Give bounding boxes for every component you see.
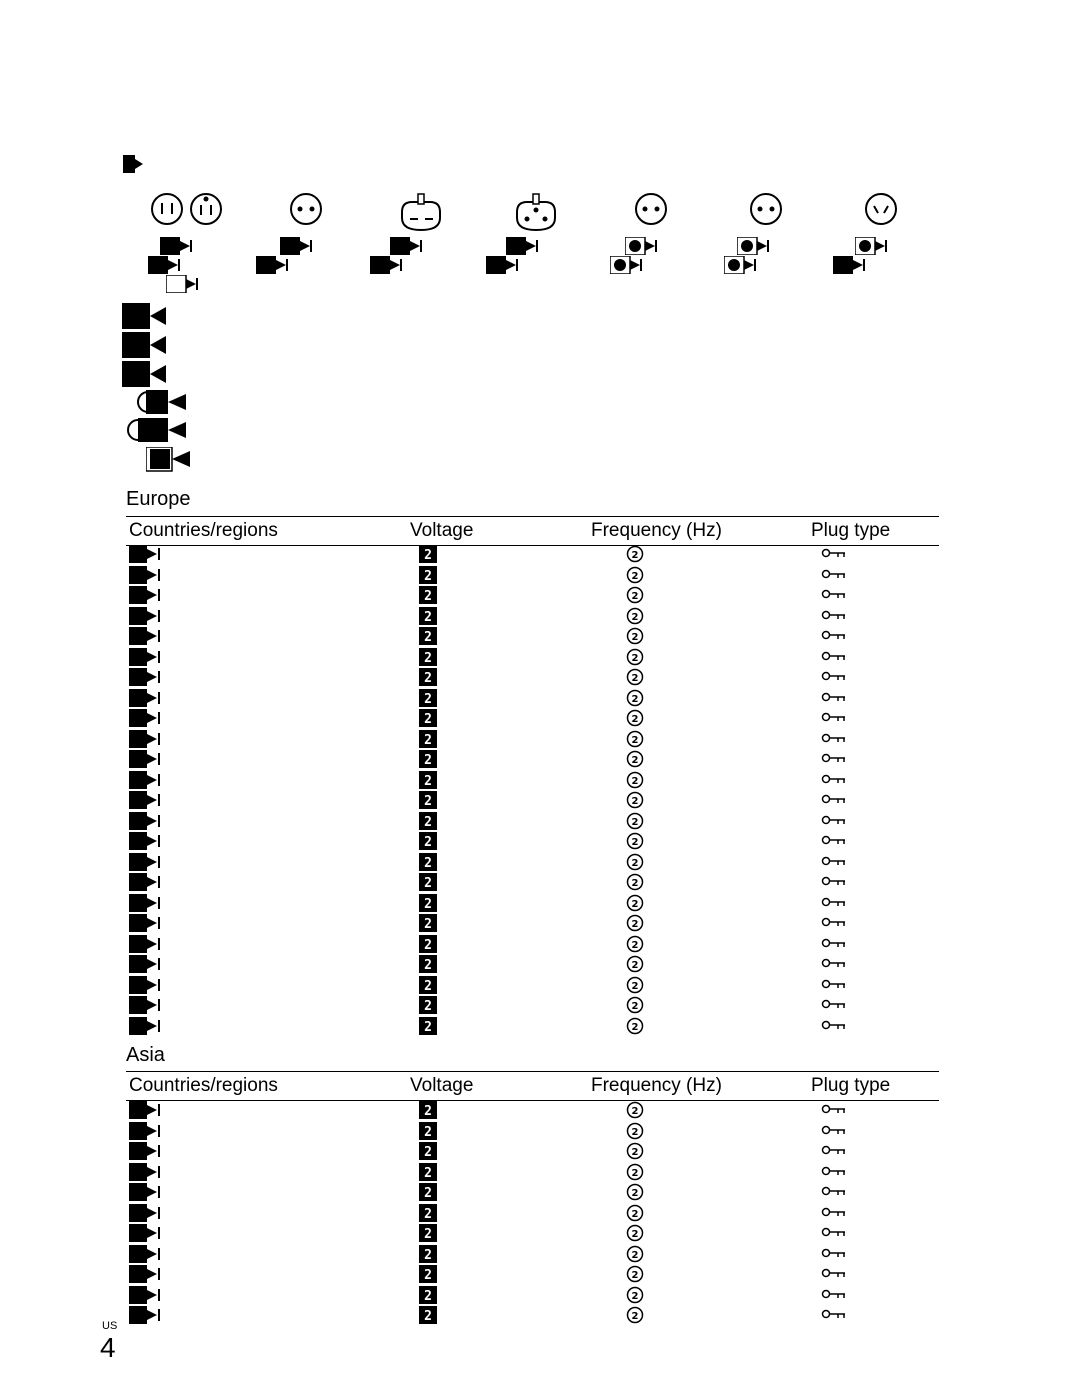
country-glyph xyxy=(129,791,169,811)
voltage-glyph xyxy=(418,1017,440,1037)
frequency-glyph xyxy=(626,627,646,647)
country-glyph xyxy=(129,914,169,934)
voltage-glyph xyxy=(418,976,440,996)
plug-code-glyph xyxy=(280,237,314,255)
plug-o-icon xyxy=(864,192,898,226)
legend-glyph xyxy=(136,390,188,414)
svg-text:2: 2 xyxy=(631,1106,639,1117)
col-frequency: Frequency (Hz) xyxy=(591,1075,722,1096)
table-row xyxy=(126,689,939,709)
plug-se-icon xyxy=(634,192,668,226)
country-glyph xyxy=(129,771,169,791)
country-glyph xyxy=(129,996,169,1016)
plug-a-b-icon xyxy=(150,192,225,226)
plug-code-glyph xyxy=(833,256,867,274)
header-glyph xyxy=(123,153,143,175)
col-plug-type: Plug type xyxy=(811,520,891,541)
svg-text:2: 2 xyxy=(631,1147,639,1158)
plug-code-glyph xyxy=(724,256,758,274)
plug-type-glyph xyxy=(821,1265,861,1285)
frequency-glyph xyxy=(626,545,646,565)
plug-type-glyph xyxy=(821,566,861,586)
frequency-glyph xyxy=(626,791,646,811)
svg-text:2: 2 xyxy=(631,734,639,746)
table-row xyxy=(126,955,939,975)
svg-text:2: 2 xyxy=(424,548,432,563)
frequency-glyph xyxy=(626,894,646,914)
country-glyph xyxy=(129,627,169,647)
voltage-glyph xyxy=(418,709,440,729)
legend-glyph xyxy=(122,332,168,356)
voltage-glyph xyxy=(418,914,440,934)
plug-type-glyph xyxy=(821,812,861,832)
plug-bf-3pin-icon xyxy=(513,192,559,234)
plug-type-glyph xyxy=(821,648,861,668)
country-glyph xyxy=(129,566,169,586)
plug-code-glyph xyxy=(256,256,290,274)
svg-text:2: 2 xyxy=(424,732,432,748)
voltage-glyph xyxy=(418,648,440,668)
plug-type-glyph xyxy=(821,1306,861,1326)
plug-type-glyph xyxy=(821,586,861,606)
voltage-glyph xyxy=(418,1306,440,1326)
plug-type-glyph xyxy=(821,935,861,955)
col-countries: Countries/regions xyxy=(129,520,278,541)
voltage-glyph xyxy=(418,1286,440,1306)
frequency-glyph xyxy=(626,750,646,770)
svg-text:2: 2 xyxy=(424,1165,432,1181)
svg-text:2: 2 xyxy=(631,591,639,602)
plug-bf-icon xyxy=(398,192,444,234)
frequency-glyph xyxy=(626,1142,646,1162)
svg-text:2: 2 xyxy=(631,673,639,684)
frequency-glyph xyxy=(626,976,646,996)
table-row xyxy=(126,1142,939,1162)
table-row xyxy=(126,668,939,688)
svg-text:2: 2 xyxy=(424,917,432,932)
svg-text:2: 2 xyxy=(424,1104,432,1119)
svg-text:2: 2 xyxy=(424,937,432,953)
frequency-glyph xyxy=(626,1163,646,1183)
svg-text:2: 2 xyxy=(424,999,432,1014)
table-row xyxy=(126,976,939,996)
svg-text:2: 2 xyxy=(424,794,432,809)
country-glyph xyxy=(129,1163,169,1183)
frequency-glyph xyxy=(626,648,646,668)
svg-text:2: 2 xyxy=(631,1290,639,1302)
svg-text:2: 2 xyxy=(631,693,639,705)
plug-type-glyph xyxy=(821,873,861,893)
svg-text:2: 2 xyxy=(631,1249,639,1261)
svg-text:2: 2 xyxy=(631,796,639,807)
svg-text:2: 2 xyxy=(424,773,432,789)
table-row xyxy=(126,791,939,811)
frequency-glyph xyxy=(626,812,646,832)
table-row xyxy=(126,1265,939,1285)
svg-text:2: 2 xyxy=(424,1124,432,1140)
svg-text:2: 2 xyxy=(631,878,639,889)
plug-type-glyph xyxy=(821,709,861,729)
svg-text:2: 2 xyxy=(631,1167,639,1179)
svg-text:2: 2 xyxy=(424,896,432,912)
svg-text:2: 2 xyxy=(424,835,432,850)
table-row xyxy=(126,627,939,647)
country-glyph xyxy=(129,1122,169,1142)
table-row xyxy=(126,935,939,955)
plug-type-glyph xyxy=(821,1286,861,1306)
voltage-glyph xyxy=(418,668,440,688)
svg-text:2: 2 xyxy=(424,753,432,768)
voltage-glyph xyxy=(418,996,440,1016)
table-row xyxy=(126,1306,939,1326)
svg-text:2: 2 xyxy=(424,691,432,707)
page-number: 4 xyxy=(100,1332,116,1363)
plug-type-glyph xyxy=(821,791,861,811)
svg-text:2: 2 xyxy=(424,1268,432,1283)
voltage-glyph xyxy=(418,586,440,606)
table-row xyxy=(126,1204,939,1224)
plug-code-glyph xyxy=(486,256,520,274)
table-row xyxy=(126,648,939,668)
frequency-glyph xyxy=(626,771,646,791)
country-glyph xyxy=(129,668,169,688)
svg-text:2: 2 xyxy=(631,611,639,623)
plug-type-glyph xyxy=(821,771,861,791)
plug-type-glyph xyxy=(821,730,861,750)
plug-code-glyph xyxy=(737,237,771,255)
plug-type-glyph xyxy=(821,914,861,934)
voltage-glyph xyxy=(418,894,440,914)
svg-text:2: 2 xyxy=(631,857,639,869)
plug-type-glyph xyxy=(821,1224,861,1244)
voltage-glyph xyxy=(418,1224,440,1244)
table-row xyxy=(126,750,939,770)
svg-text:2: 2 xyxy=(631,1208,639,1220)
svg-text:2: 2 xyxy=(631,1126,639,1138)
europe-title: Europe xyxy=(126,488,191,510)
country-glyph xyxy=(129,935,169,955)
plug-code-glyph xyxy=(625,237,659,255)
table-row xyxy=(126,566,939,586)
plug-type-glyph xyxy=(821,1163,861,1183)
svg-text:2: 2 xyxy=(631,939,639,951)
country-glyph xyxy=(129,853,169,873)
plug-type-glyph xyxy=(821,545,861,565)
asia-table-header xyxy=(126,1071,939,1101)
frequency-glyph xyxy=(626,709,646,729)
country-glyph xyxy=(129,955,169,975)
legend-glyph xyxy=(122,303,168,327)
table-row xyxy=(126,1163,939,1183)
svg-text:2: 2 xyxy=(631,1021,639,1033)
page-region-marker: US xyxy=(102,1320,118,1332)
svg-text:2: 2 xyxy=(424,1019,432,1035)
svg-text:2: 2 xyxy=(424,589,432,604)
svg-text:2: 2 xyxy=(424,1206,432,1222)
plug-type-glyph xyxy=(821,894,861,914)
plug-type-glyph xyxy=(821,955,861,975)
svg-text:2: 2 xyxy=(631,1001,639,1012)
voltage-glyph xyxy=(418,750,440,770)
country-glyph xyxy=(129,832,169,852)
frequency-glyph xyxy=(626,1204,646,1224)
table-row xyxy=(126,812,939,832)
plug-type-glyph xyxy=(821,607,861,627)
table-row xyxy=(126,1245,939,1265)
table-row xyxy=(126,914,939,934)
voltage-glyph xyxy=(418,1163,440,1183)
plug-code-glyph xyxy=(506,237,540,255)
voltage-glyph xyxy=(418,812,440,832)
country-glyph xyxy=(129,1183,169,1203)
svg-text:2: 2 xyxy=(424,712,432,727)
country-glyph xyxy=(129,1265,169,1285)
country-glyph xyxy=(129,607,169,627)
svg-text:2: 2 xyxy=(631,960,639,971)
country-glyph xyxy=(129,648,169,668)
svg-text:2: 2 xyxy=(424,1186,432,1201)
country-glyph xyxy=(129,1204,169,1224)
frequency-glyph xyxy=(626,1306,646,1326)
country-glyph xyxy=(129,689,169,709)
country-glyph xyxy=(129,586,169,606)
voltage-glyph xyxy=(418,873,440,893)
plug-type-glyph xyxy=(821,853,861,873)
legend-glyph xyxy=(126,418,188,442)
svg-text:2: 2 xyxy=(631,919,639,930)
table-row xyxy=(126,853,939,873)
table-row xyxy=(126,730,939,750)
svg-text:2: 2 xyxy=(631,632,639,643)
svg-text:2: 2 xyxy=(631,652,639,664)
frequency-glyph xyxy=(626,1122,646,1142)
col-voltage: Voltage xyxy=(410,520,474,541)
svg-text:2: 2 xyxy=(424,855,432,871)
voltage-glyph xyxy=(418,832,440,852)
voltage-glyph xyxy=(418,853,440,873)
frequency-glyph xyxy=(626,1183,646,1203)
frequency-glyph xyxy=(626,935,646,955)
table-row xyxy=(126,873,939,893)
table-row xyxy=(126,607,939,627)
svg-text:2: 2 xyxy=(631,550,639,561)
frequency-glyph xyxy=(626,668,646,688)
table-row xyxy=(126,996,939,1016)
plug-code-glyph xyxy=(610,256,644,274)
table-row xyxy=(126,1122,939,1142)
country-glyph xyxy=(129,730,169,750)
table-row xyxy=(126,771,939,791)
svg-text:2: 2 xyxy=(631,1229,639,1240)
table-row xyxy=(126,832,939,852)
plug-type-glyph xyxy=(821,627,861,647)
table-row xyxy=(126,1224,939,1244)
voltage-glyph xyxy=(418,1101,440,1121)
plug-type-glyph xyxy=(821,668,861,688)
svg-text:2: 2 xyxy=(631,898,639,910)
svg-text:2: 2 xyxy=(631,1270,639,1281)
country-glyph xyxy=(129,545,169,565)
svg-text:2: 2 xyxy=(631,1311,639,1322)
svg-text:2: 2 xyxy=(631,816,639,828)
voltage-glyph xyxy=(418,1245,440,1265)
voltage-glyph xyxy=(418,935,440,955)
country-glyph xyxy=(129,873,169,893)
country-glyph xyxy=(129,1245,169,1265)
country-glyph xyxy=(129,1142,169,1162)
table-row xyxy=(126,894,939,914)
svg-text:2: 2 xyxy=(631,1188,639,1199)
col-voltage: Voltage xyxy=(410,1075,474,1096)
col-plug-type: Plug type xyxy=(811,1075,891,1096)
plug-code-glyph xyxy=(370,256,404,274)
plug-type-glyph xyxy=(821,1122,861,1142)
svg-text:2: 2 xyxy=(424,1145,432,1160)
col-countries: Countries/regions xyxy=(129,1075,278,1096)
plug-type-glyph xyxy=(821,1142,861,1162)
svg-text:2: 2 xyxy=(424,568,432,584)
voltage-glyph xyxy=(418,1142,440,1162)
svg-text:2: 2 xyxy=(424,814,432,830)
frequency-glyph xyxy=(626,955,646,975)
country-glyph xyxy=(129,709,169,729)
frequency-glyph xyxy=(626,996,646,1016)
voltage-glyph xyxy=(418,791,440,811)
plug-type-glyph xyxy=(821,832,861,852)
plug-type-glyph xyxy=(821,1245,861,1265)
svg-text:2: 2 xyxy=(424,1288,432,1304)
table-row xyxy=(126,1183,939,1203)
frequency-glyph xyxy=(626,586,646,606)
svg-text:2: 2 xyxy=(424,876,432,891)
svg-text:2: 2 xyxy=(631,980,639,992)
frequency-glyph xyxy=(626,914,646,934)
country-glyph xyxy=(129,1017,169,1037)
svg-text:2: 2 xyxy=(424,958,432,973)
frequency-glyph xyxy=(626,607,646,627)
voltage-glyph xyxy=(418,730,440,750)
frequency-glyph xyxy=(626,1224,646,1244)
legend-glyph xyxy=(146,447,192,471)
svg-text:2: 2 xyxy=(424,671,432,686)
svg-text:2: 2 xyxy=(424,1227,432,1242)
frequency-glyph xyxy=(626,689,646,709)
country-glyph xyxy=(129,1101,169,1121)
frequency-glyph xyxy=(626,1286,646,1306)
frequency-glyph xyxy=(626,1265,646,1285)
svg-text:2: 2 xyxy=(631,755,639,766)
country-glyph xyxy=(129,750,169,770)
table-row xyxy=(126,1286,939,1306)
voltage-glyph xyxy=(418,771,440,791)
plug-code-glyph xyxy=(855,237,889,255)
col-frequency: Frequency (Hz) xyxy=(591,520,722,541)
voltage-glyph xyxy=(418,1265,440,1285)
plug-code-glyph xyxy=(390,237,424,255)
voltage-glyph xyxy=(418,1204,440,1224)
frequency-glyph xyxy=(626,1017,646,1037)
plug-code-glyph xyxy=(160,237,194,255)
svg-text:2: 2 xyxy=(424,1247,432,1263)
plug-code-glyph xyxy=(148,256,182,274)
table-row xyxy=(126,586,939,606)
voltage-glyph xyxy=(418,1122,440,1142)
table-row xyxy=(126,1017,939,1037)
svg-text:2: 2 xyxy=(424,978,432,994)
country-glyph xyxy=(129,894,169,914)
frequency-glyph xyxy=(626,1245,646,1265)
frequency-glyph xyxy=(626,832,646,852)
country-glyph xyxy=(129,976,169,996)
voltage-glyph xyxy=(418,689,440,709)
country-glyph xyxy=(129,1306,169,1326)
legend-glyph xyxy=(122,361,168,385)
plug-c2-icon xyxy=(749,192,783,226)
svg-text:2: 2 xyxy=(631,775,639,787)
plug-type-glyph xyxy=(821,689,861,709)
svg-text:2: 2 xyxy=(424,609,432,625)
frequency-glyph xyxy=(626,566,646,586)
asia-title: Asia xyxy=(126,1044,165,1066)
voltage-glyph xyxy=(418,566,440,586)
frequency-glyph xyxy=(626,853,646,873)
voltage-glyph xyxy=(418,607,440,627)
svg-text:2: 2 xyxy=(631,714,639,725)
table-row xyxy=(126,545,939,565)
voltage-glyph xyxy=(418,545,440,565)
plug-type-glyph xyxy=(821,996,861,1016)
country-glyph xyxy=(129,812,169,832)
svg-text:2: 2 xyxy=(424,1309,432,1324)
frequency-glyph xyxy=(626,873,646,893)
frequency-glyph xyxy=(626,730,646,750)
plug-code-glyph xyxy=(166,275,200,293)
plug-c-icon xyxy=(289,192,323,226)
table-row xyxy=(126,709,939,729)
country-glyph xyxy=(129,1286,169,1306)
plug-type-glyph xyxy=(821,1017,861,1037)
plug-type-glyph xyxy=(821,1183,861,1203)
country-glyph xyxy=(129,1224,169,1244)
voltage-glyph xyxy=(418,955,440,975)
svg-text:2: 2 xyxy=(631,837,639,848)
voltage-glyph xyxy=(418,1183,440,1203)
voltage-glyph xyxy=(418,627,440,647)
svg-text:2: 2 xyxy=(631,570,639,582)
plug-type-glyph xyxy=(821,976,861,996)
table-row xyxy=(126,1101,939,1121)
europe-table-header xyxy=(126,516,939,546)
plug-type-glyph xyxy=(821,1101,861,1121)
svg-text:2: 2 xyxy=(424,630,432,645)
svg-text:2: 2 xyxy=(424,650,432,666)
plug-type-glyph xyxy=(821,750,861,770)
plug-type-glyph xyxy=(821,1204,861,1224)
frequency-glyph xyxy=(626,1101,646,1121)
